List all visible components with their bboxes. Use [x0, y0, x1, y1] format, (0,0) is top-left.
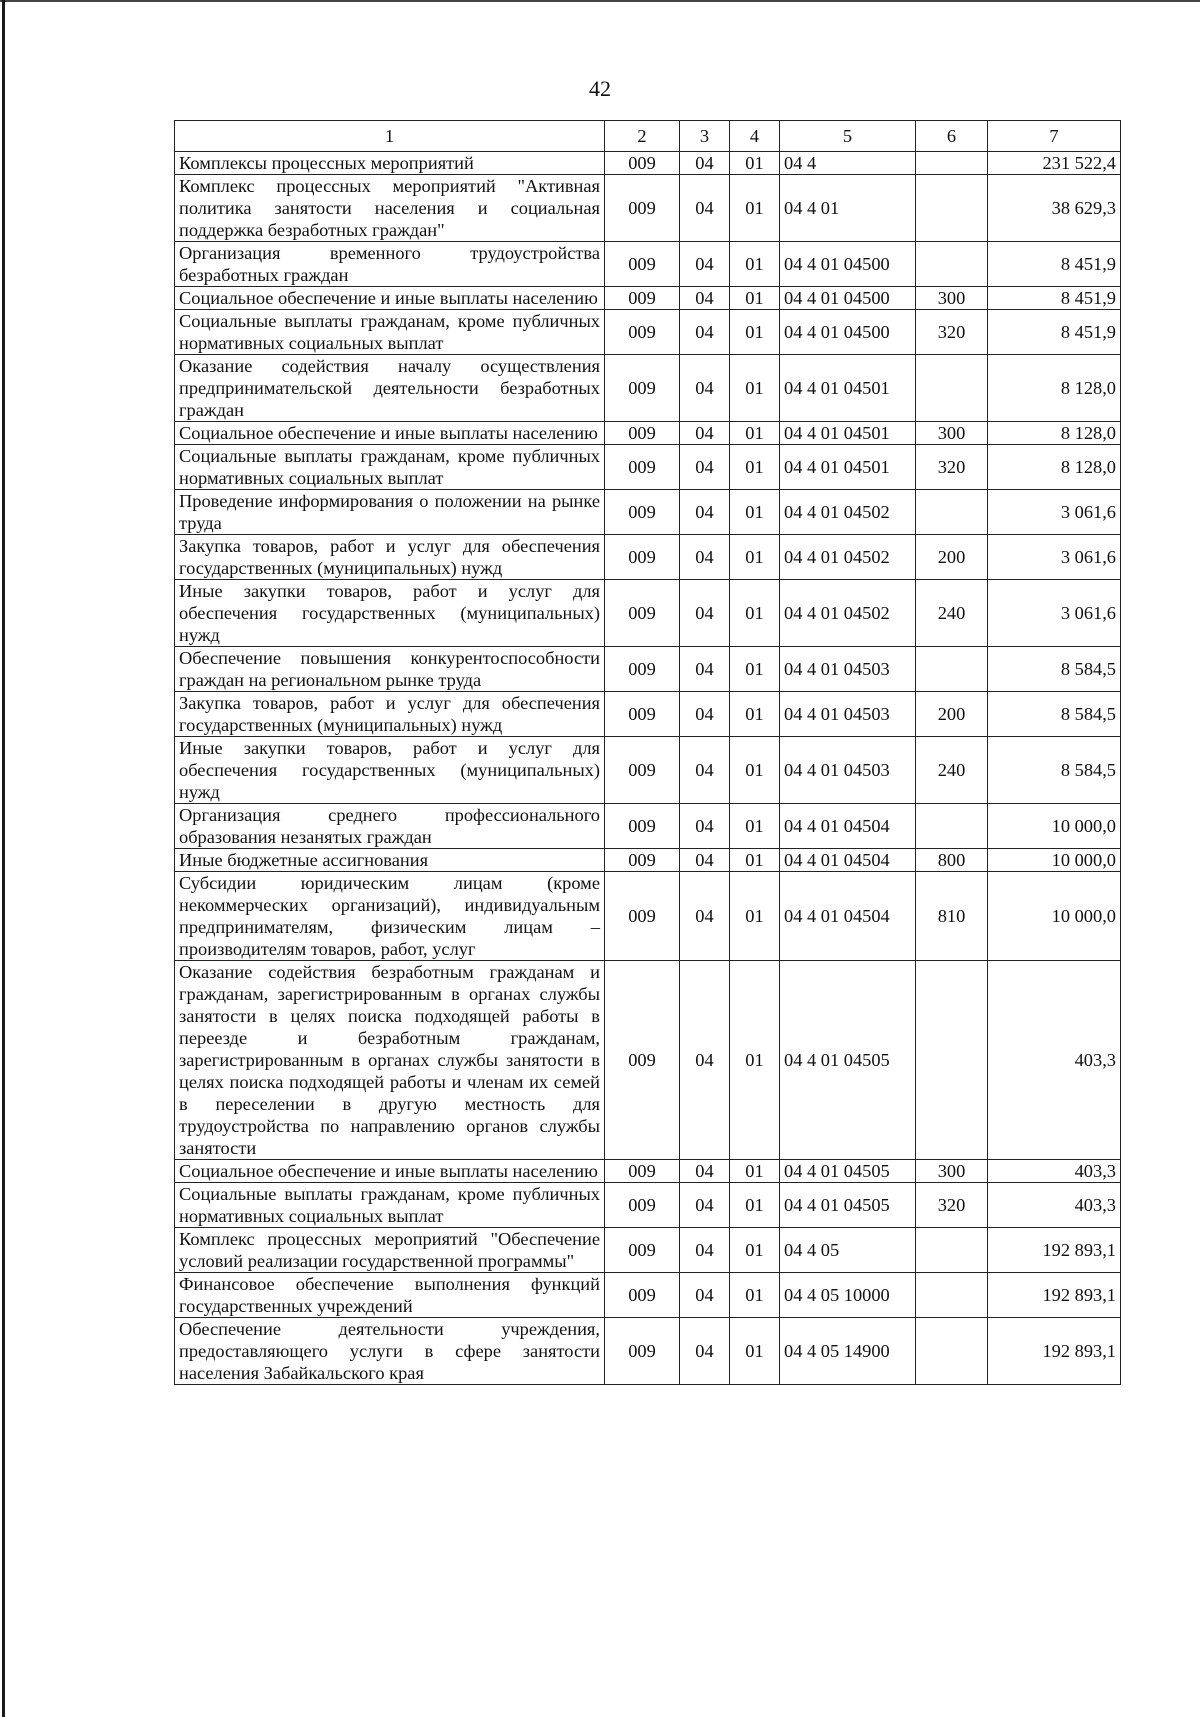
scan-edge-top [0, 0, 1200, 2]
row-name-cell: Социальное обеспечение и иные выплаты населению [175, 1160, 605, 1183]
row-subsection-cell: 01 [730, 535, 780, 580]
row-name-cell: Комплекс процессных мероприятий "Активная политика занятости населения и социальная поддержка безработных граждан" [175, 175, 605, 242]
row-section-cell: 04 [680, 422, 730, 445]
row-target-article-cell: 04 4 01 04500 [780, 242, 916, 287]
row-expense-type-cell [916, 961, 988, 1160]
row-name-cell: Обеспечение деятельности учреждения, предоставляющего услуги в сфере занятости населения Забайкальского края [175, 1318, 605, 1385]
row-expense-type-cell [916, 242, 988, 287]
row-expense-type-cell [916, 647, 988, 692]
header-cell-1: 1 [175, 121, 605, 152]
row-name-cell: Социальные выплаты гражданам, кроме публичных нормативных социальных выплат [175, 310, 605, 355]
row-section-cell: 04 [680, 1318, 730, 1385]
row-expense-type-cell: 240 [916, 737, 988, 804]
row-target-article-cell: 04 4 01 04502 [780, 490, 916, 535]
header-cell-2: 2 [605, 121, 680, 152]
row-name-cell: Социальные выплаты гражданам, кроме публичных нормативных социальных выплат [175, 445, 605, 490]
row-amount-cell: 8 451,9 [988, 242, 1121, 287]
row-subsection-cell: 01 [730, 1318, 780, 1385]
row-amount-cell: 231 522,4 [988, 152, 1121, 175]
row-subsection-cell: 01 [730, 355, 780, 422]
row-code-chapter-cell: 009 [605, 287, 680, 310]
row-code-chapter-cell: 009 [605, 849, 680, 872]
row-expense-type-cell: 300 [916, 1160, 988, 1183]
row-section-cell: 04 [680, 961, 730, 1160]
row-expense-type-cell [916, 175, 988, 242]
row-name-cell: Оказание содействия началу осуществления предпринимательской деятельности безработных граждан [175, 355, 605, 422]
row-section-cell: 04 [680, 175, 730, 242]
row-code-chapter-cell: 009 [605, 961, 680, 1160]
table-row [175, 1228, 1121, 1273]
row-section-cell: 04 [680, 287, 730, 310]
row-amount-cell: 8 584,5 [988, 737, 1121, 804]
table-row [175, 422, 1121, 445]
row-section-cell: 04 [680, 1273, 730, 1318]
row-section-cell: 04 [680, 849, 730, 872]
table-row [175, 647, 1121, 692]
row-target-article-cell: 04 4 05 14900 [780, 1318, 916, 1385]
row-amount-cell: 192 893,1 [988, 1318, 1121, 1385]
table-row [175, 445, 1121, 490]
row-amount-cell: 192 893,1 [988, 1273, 1121, 1318]
table-row [175, 175, 1121, 242]
row-name-cell: Комплекс процессных мероприятий "Обеспечение условий реализации государственной программы" [175, 1228, 605, 1273]
row-code-chapter-cell: 009 [605, 1183, 680, 1228]
row-subsection-cell: 01 [730, 445, 780, 490]
row-amount-cell: 8 584,5 [988, 647, 1121, 692]
row-expense-type-cell [916, 1228, 988, 1273]
row-target-article-cell: 04 4 01 04503 [780, 737, 916, 804]
row-subsection-cell: 01 [730, 647, 780, 692]
row-section-cell: 04 [680, 445, 730, 490]
row-code-chapter-cell: 009 [605, 175, 680, 242]
row-subsection-cell: 01 [730, 490, 780, 535]
row-amount-cell: 3 061,6 [988, 490, 1121, 535]
row-section-cell: 04 [680, 804, 730, 849]
row-subsection-cell: 01 [730, 1228, 780, 1273]
row-target-article-cell: 04 4 01 04500 [780, 287, 916, 310]
row-name-cell: Социальное обеспечение и иные выплаты населению [175, 287, 605, 310]
row-section-cell: 04 [680, 1160, 730, 1183]
row-expense-type-cell: 300 [916, 287, 988, 310]
row-target-article-cell: 04 4 01 04505 [780, 961, 916, 1160]
row-subsection-cell: 01 [730, 580, 780, 647]
row-amount-cell: 8 451,9 [988, 310, 1121, 355]
row-expense-type-cell [916, 1273, 988, 1318]
row-name-cell: Социальное обеспечение и иные выплаты населению [175, 422, 605, 445]
row-code-chapter-cell: 009 [605, 152, 680, 175]
row-subsection-cell: 01 [730, 1273, 780, 1318]
row-target-article-cell: 04 4 05 [780, 1228, 916, 1273]
table-row [175, 692, 1121, 737]
row-target-article-cell: 04 4 01 04505 [780, 1183, 916, 1228]
row-amount-cell: 403,3 [988, 1160, 1121, 1183]
row-target-article-cell: 04 4 01 [780, 175, 916, 242]
table-row [175, 872, 1121, 961]
row-target-article-cell: 04 4 01 04504 [780, 849, 916, 872]
row-subsection-cell: 01 [730, 737, 780, 804]
row-subsection-cell: 01 [730, 961, 780, 1160]
scan-edge-left [2, 0, 5, 1717]
row-section-cell: 04 [680, 647, 730, 692]
row-target-article-cell: 04 4 05 10000 [780, 1273, 916, 1318]
row-amount-cell: 8 128,0 [988, 445, 1121, 490]
row-subsection-cell: 01 [730, 1183, 780, 1228]
row-expense-type-cell: 320 [916, 310, 988, 355]
row-code-chapter-cell: 009 [605, 535, 680, 580]
row-expense-type-cell [916, 1318, 988, 1385]
row-section-cell: 04 [680, 737, 730, 804]
row-expense-type-cell: 200 [916, 692, 988, 737]
row-amount-cell: 192 893,1 [988, 1228, 1121, 1273]
header-cell-7: 7 [988, 121, 1121, 152]
row-code-chapter-cell: 009 [605, 445, 680, 490]
table-body [175, 121, 1121, 1385]
table-row [175, 355, 1121, 422]
row-code-chapter-cell: 009 [605, 804, 680, 849]
row-amount-cell: 403,3 [988, 1183, 1121, 1228]
row-target-article-cell: 04 4 01 04503 [780, 647, 916, 692]
row-section-cell: 04 [680, 310, 730, 355]
row-amount-cell: 38 629,3 [988, 175, 1121, 242]
row-target-article-cell: 04 4 01 04500 [780, 310, 916, 355]
page-number: 42 [589, 76, 611, 101]
row-target-article-cell: 04 4 [780, 152, 916, 175]
header-cell-4: 4 [730, 121, 780, 152]
table-row [175, 310, 1121, 355]
row-target-article-cell: 04 4 01 04505 [780, 1160, 916, 1183]
row-code-chapter-cell: 009 [605, 242, 680, 287]
row-amount-cell: 8 584,5 [988, 692, 1121, 737]
row-name-cell: Организация среднего профессионального образования незанятых граждан [175, 804, 605, 849]
row-code-chapter-cell: 009 [605, 737, 680, 804]
row-name-cell: Финансовое обеспечение выполнения функций государственных учреждений [175, 1273, 605, 1318]
row-amount-cell: 8 451,9 [988, 287, 1121, 310]
row-subsection-cell: 01 [730, 175, 780, 242]
header-cell-6: 6 [916, 121, 988, 152]
row-amount-cell: 8 128,0 [988, 355, 1121, 422]
table-row [175, 242, 1121, 287]
row-expense-type-cell [916, 152, 988, 175]
row-code-chapter-cell: 009 [605, 490, 680, 535]
table-row [175, 490, 1121, 535]
row-subsection-cell: 01 [730, 849, 780, 872]
row-code-chapter-cell: 009 [605, 422, 680, 445]
row-name-cell: Проведение информирования о положении на рынке труда [175, 490, 605, 535]
row-code-chapter-cell: 009 [605, 580, 680, 647]
table-row [175, 580, 1121, 647]
budget-table [174, 120, 1121, 1385]
row-amount-cell: 10 000,0 [988, 804, 1121, 849]
row-subsection-cell: 01 [730, 287, 780, 310]
row-name-cell: Социальные выплаты гражданам, кроме публичных нормативных социальных выплат [175, 1183, 605, 1228]
row-section-cell: 04 [680, 1228, 730, 1273]
row-expense-type-cell: 240 [916, 580, 988, 647]
table-row [175, 804, 1121, 849]
row-name-cell: Оказание содействия безработным гражданам и гражданам, зарегистрированным в органах службы занятости в целях поиска подходящей работы в переезде и безработным гражданам, зарегистрированным в органах службы занятости в целях поиска подходящей работы и членам их семей в переселении в другую местность для трудоустройства по направлению органов службы занятости [175, 961, 605, 1160]
row-code-chapter-cell: 009 [605, 1228, 680, 1273]
row-expense-type-cell [916, 804, 988, 849]
row-subsection-cell: 01 [730, 242, 780, 287]
row-subsection-cell: 01 [730, 692, 780, 737]
row-subsection-cell: 01 [730, 804, 780, 849]
row-amount-cell: 8 128,0 [988, 422, 1121, 445]
row-amount-cell: 10 000,0 [988, 872, 1121, 961]
table-row [175, 849, 1121, 872]
row-code-chapter-cell: 009 [605, 647, 680, 692]
row-name-cell: Обеспечение повышения конкурентоспособности граждан на региональном рынке труда [175, 647, 605, 692]
row-name-cell: Иные закупки товаров, работ и услуг для обеспечения государственных (муниципальных) нужд [175, 737, 605, 804]
row-amount-cell: 3 061,6 [988, 580, 1121, 647]
header-cell-5: 5 [780, 121, 916, 152]
row-expense-type-cell: 300 [916, 422, 988, 445]
row-code-chapter-cell: 009 [605, 1160, 680, 1183]
row-subsection-cell: 01 [730, 152, 780, 175]
row-expense-type-cell: 800 [916, 849, 988, 872]
table-row [175, 152, 1121, 175]
table-row [175, 961, 1121, 1160]
row-amount-cell: 10 000,0 [988, 849, 1121, 872]
row-subsection-cell: 01 [730, 872, 780, 961]
table-row [175, 1318, 1121, 1385]
row-expense-type-cell: 320 [916, 1183, 988, 1228]
row-section-cell: 04 [680, 242, 730, 287]
row-section-cell: 04 [680, 692, 730, 737]
row-name-cell: Закупка товаров, работ и услуг для обеспечения государственных (муниципальных) нужд [175, 692, 605, 737]
row-name-cell: Комплексы процессных мероприятий [175, 152, 605, 175]
row-section-cell: 04 [680, 355, 730, 422]
row-subsection-cell: 01 [730, 422, 780, 445]
row-name-cell: Закупка товаров, работ и услуг для обеспечения государственных (муниципальных) нужд [175, 535, 605, 580]
row-name-cell: Иные бюджетные ассигнования [175, 849, 605, 872]
row-section-cell: 04 [680, 580, 730, 647]
table-row [175, 1160, 1121, 1183]
row-name-cell: Субсидии юридическим лицам (кроме некоммерческих организаций), индивидуальным предпринимателям, физическим лицам – производителям товаров, работ, услуг [175, 872, 605, 961]
row-expense-type-cell: 200 [916, 535, 988, 580]
row-expense-type-cell [916, 490, 988, 535]
row-code-chapter-cell: 009 [605, 355, 680, 422]
table-row [175, 1273, 1121, 1318]
row-subsection-cell: 01 [730, 310, 780, 355]
table-header-row [175, 121, 1121, 152]
row-code-chapter-cell: 009 [605, 1273, 680, 1318]
row-target-article-cell: 04 4 01 04501 [780, 422, 916, 445]
row-subsection-cell: 01 [730, 1160, 780, 1183]
row-expense-type-cell [916, 355, 988, 422]
row-target-article-cell: 04 4 01 04504 [780, 872, 916, 961]
row-expense-type-cell: 810 [916, 872, 988, 961]
table-row [175, 287, 1121, 310]
row-amount-cell: 403,3 [988, 961, 1121, 1160]
table-row [175, 535, 1121, 580]
row-expense-type-cell: 320 [916, 445, 988, 490]
row-amount-cell: 3 061,6 [988, 535, 1121, 580]
row-target-article-cell: 04 4 01 04504 [780, 804, 916, 849]
row-section-cell: 04 [680, 1183, 730, 1228]
row-code-chapter-cell: 009 [605, 692, 680, 737]
row-target-article-cell: 04 4 01 04501 [780, 445, 916, 490]
row-section-cell: 04 [680, 872, 730, 961]
row-code-chapter-cell: 009 [605, 310, 680, 355]
row-code-chapter-cell: 009 [605, 1318, 680, 1385]
row-code-chapter-cell: 009 [605, 872, 680, 961]
row-section-cell: 04 [680, 535, 730, 580]
row-target-article-cell: 04 4 01 04501 [780, 355, 916, 422]
row-name-cell: Организация временного трудоустройства безработных граждан [175, 242, 605, 287]
row-name-cell: Иные закупки товаров, работ и услуг для обеспечения государственных (муниципальных) нужд [175, 580, 605, 647]
table-row [175, 1183, 1121, 1228]
row-target-article-cell: 04 4 01 04502 [780, 580, 916, 647]
table-row [175, 737, 1121, 804]
header-cell-3: 3 [680, 121, 730, 152]
row-section-cell: 04 [680, 152, 730, 175]
row-target-article-cell: 04 4 01 04502 [780, 535, 916, 580]
row-target-article-cell: 04 4 01 04503 [780, 692, 916, 737]
row-section-cell: 04 [680, 490, 730, 535]
